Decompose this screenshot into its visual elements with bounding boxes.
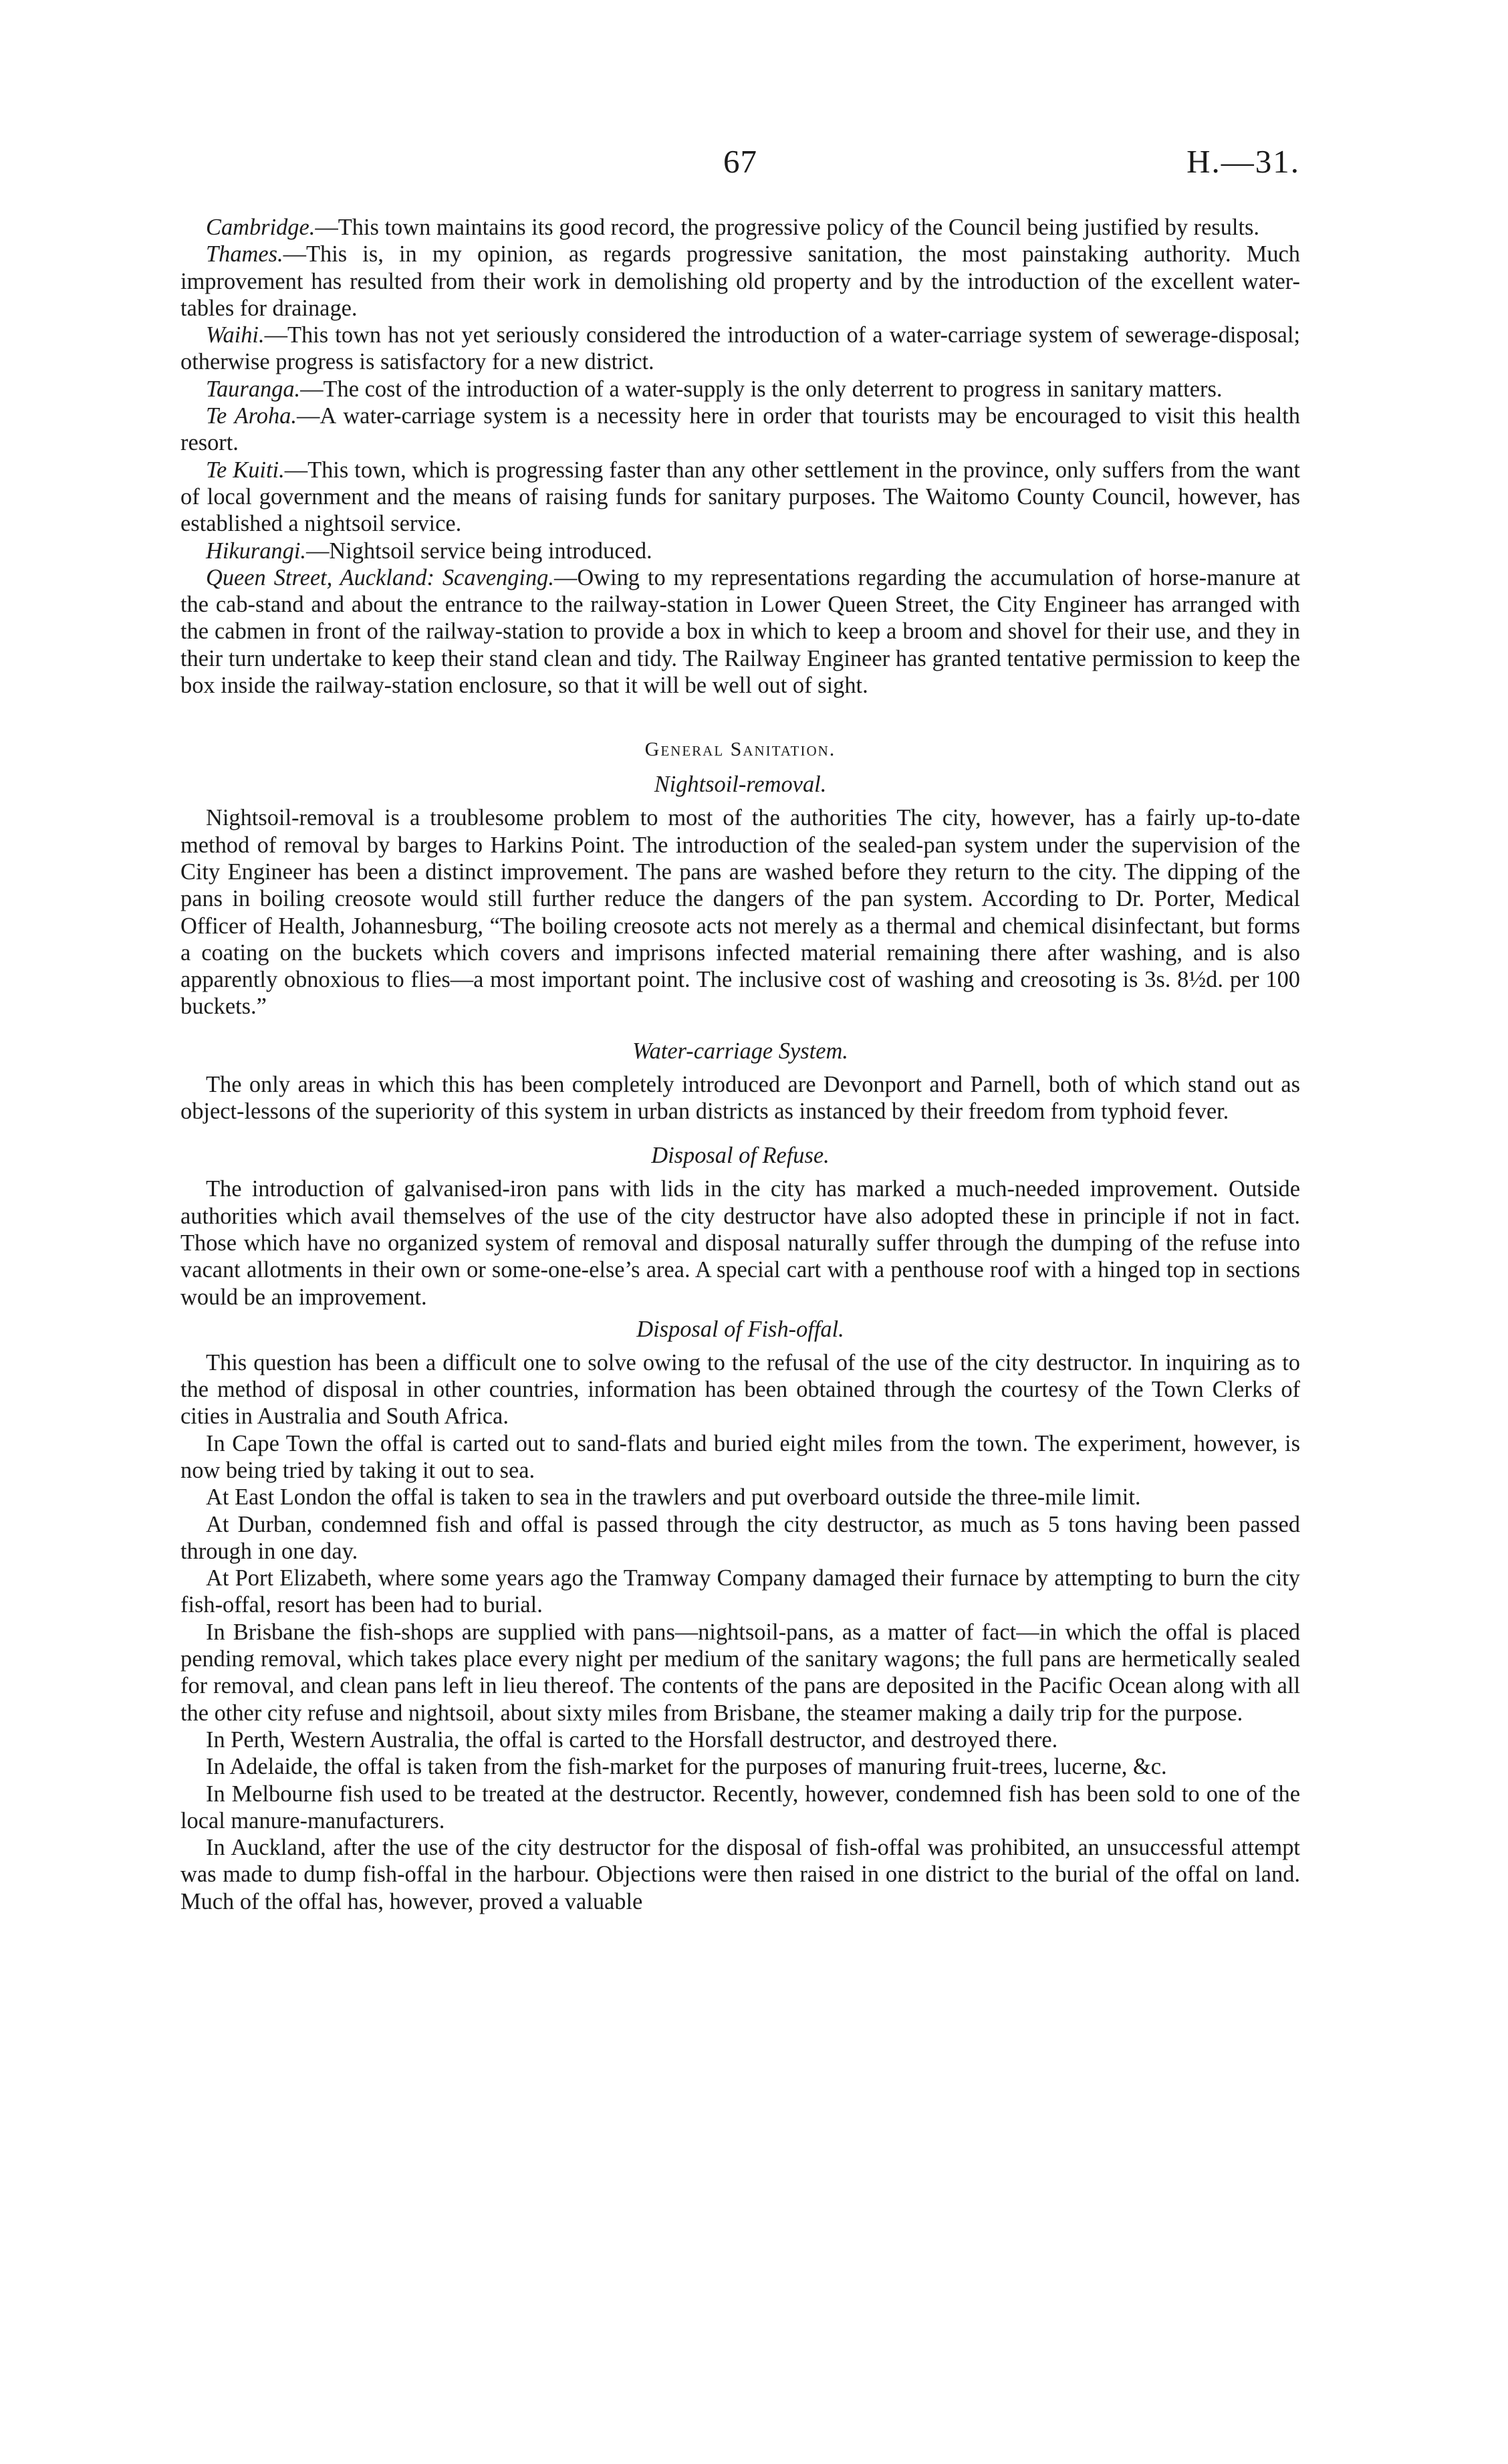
subheading-nightsoil-removal: Nightsoil-removal. — [654, 772, 827, 798]
paragraph-cambridge — [180, 214, 1300, 241]
paragraph-waihi — [180, 322, 1300, 376]
paragraph-brisbane: In Brisbane the fish-shops are supplied with pans—nightsoil-pans, as a matter of fact—in which the offal is placed pending removal, which takes place every night per medium of the sanitary wagons; the full pans are hermetically sealed for removal, and clean pans left in lieu thereof. The contents of the pans are deposited in the Pacific Ocean along with all the other city refuse and nightsoil, about sixty miles from Brisbane, the steamer making a daily trip for the purpose. — [180, 1619, 1300, 1726]
paragraph-text: —This is, in my opinion, as regards progressive sanitation, the most painstaking authority. Much improvement has resulted from their work in demolishing old property and by the introduction of the excellent water-tables for drainage. — [180, 241, 1300, 321]
paragraph-east-london: At East London the offal is taken to sea in the trawlers and put overboard outside the three-mile limit. — [206, 1484, 1141, 1510]
paragraph-text: —This town maintains its good record, the progressive policy of the Council being justified by results. — [315, 215, 1260, 240]
paragraph-lead: Hikurangi. — [206, 538, 306, 564]
paragraph-text: —A water-carriage system is a necessity here in order that tourists may be encouraged to visit this health resort. — [180, 403, 1300, 456]
subheading-disposal-of-fish-offal: Disposal of Fish-offal. — [636, 1316, 844, 1342]
paragraph-port-elizabeth: At Port Elizabeth, where some years ago the Tramway Company damaged their furnace by attempting to burn the city fish-offal, resort has been had to burial. — [180, 1565, 1300, 1618]
paragraph-fish-offal-intro: This question has been a difficult one to solve owing to the refusal of the use of the city destructor. In inquiring as to the method of disposal in other countries, information has been obtained through the courtesy of the Town Clerks of cities in Australia and South Africa. — [180, 1349, 1300, 1430]
paragraph-lead: Queen Street, Auckland: Scavenging. — [206, 564, 554, 590]
paragraph-refuse: The introduction of galvanised-iron pans with lids in the city has marked a much-needed improvement. Outside authorities which avail themselves of the use of the city destructor have also adopted these in principle if not in fact. Those which have no organized system of removal and disposal naturally suffer through the dumping of the refuse into vacant allotments in their own or some-one-else’s area. A special cart with a penthouse roof with a hinged top in sections would be an improvement. — [180, 1176, 1300, 1310]
section-heading-general-sanitation: General Sanitation. — [644, 738, 836, 761]
paragraph-perth: In Perth, Western Australia, the offal is carted to the Horsfall destructor, and destroyed there. — [206, 1726, 1058, 1753]
paragraph-auckland: In Auckland, after the use of the city destructor for the disposal of fish-offal was prohibited, an unsuccessful attempt was made to dump fish-offal in the harbour. Objections were then raised in one district to the burial of the offal on land. Much of the offal has, however, proved a valuable — [180, 1835, 1300, 1914]
document-code: H.—31. — [1186, 143, 1300, 180]
paragraph-durban: At Durban, condemned fish and offal is passed through the city destructor, as much as 5 tons having been passed through in one day. — [180, 1511, 1300, 1564]
paragraph-hikurangi — [180, 538, 1300, 564]
paragraph-te-kuiti — [180, 457, 1300, 538]
subheading-disposal-of-refuse: Disposal of Refuse. — [651, 1143, 830, 1169]
paragraph-cape-town: In Cape Town the offal is carted out to sand-flats and buried eight miles from the town. The experiment, however, is now being tried by taking it out to sea. — [180, 1430, 1300, 1483]
paragraph-text: —This town, which is progressing faster than any other settlement in the province, only suffers from the want of local government and the means of raising funds for sanitary purposes. The Waitomo County Council, however, has established a nightsoil service. — [180, 457, 1300, 537]
paragraph-lead: Cambridge. — [206, 215, 316, 240]
paragraph-tauranga — [180, 376, 1300, 403]
paragraph-adelaide: In Adelaide, the offal is taken from the fish-market for the purposes of manuring fruit-trees, lucerne, &c. — [206, 1754, 1167, 1780]
paragraph-text: —Nightsoil service being introduced. — [305, 538, 652, 564]
page-number: 67 — [723, 143, 757, 180]
paragraph-lead: Thames. — [206, 241, 283, 267]
page-header — [180, 142, 1300, 189]
paragraph-nightsoil: Nightsoil-removal is a troublesome problem to most of the authorities The city, however, has a fairly up-to-date method of removal by barges to Harkins Point. The introduction of the sealed-pan system under the supervision of the City Engineer has been a distinct improvement. The pans are washed before they return to the city. The dipping of the pans in boiling creosote would still further reduce the dangers of the pan system. According to Dr. Porter, Medical Officer of Health, Johannesburg, “The boiling creosote acts not merely as a thermal and chemical disinfectant, but forms a coating on the buckets which covers and imprisons infected material remaining there after washing, and is also apparently obnoxious to flies—a most important point. The inclusive cost of washing and creosoting is 3s. 8½d. per 100 buckets.” — [180, 805, 1300, 1020]
paragraph-text: —Owing to my representations regarding the accumulation of horse-manure at the cab-stand and about the entrance to the railway-station in Lower Queen Street, the City Engineer has arranged with the cabmen in front of the railway-station to provide a box in which to keep a broom and shovel for their use, and they in their turn undertake to keep their stand clean and tidy. The Railway Engineer has granted tentative permission to keep the box inside the railway-station enclosure, so that it will be well out of sight. — [180, 564, 1301, 699]
paragraph-lead: Waihi. — [206, 322, 265, 348]
paragraph-te-aroha — [180, 403, 1300, 457]
paragraph-text: —This town has not yet seriously considered the introduction of a water-carriage system of sewerage-disposal; otherwise progress is satisfactory for a new district. — [180, 322, 1300, 375]
subheading-water-carriage: Water-carriage System. — [632, 1038, 848, 1064]
paragraph-queen-street — [180, 564, 1300, 699]
paragraph-lead: Tauranga. — [206, 376, 301, 402]
body-text — [180, 214, 1300, 1915]
paragraph-lead: Te Aroha. — [206, 403, 297, 429]
paragraph-lead: Te Kuiti. — [206, 457, 285, 483]
paragraph-water-carriage: The only areas in which this has been completely introduced are Devonport and Parnell, both of which stand out as object-lessons of the superiority of this system in urban districts as instanced by their freedom from typhoid fever. — [180, 1071, 1300, 1125]
paragraph-thames — [180, 241, 1300, 322]
paragraph-text: —The cost of the introduction of a water-supply is the only deterrent to progress in sanitary matters. — [300, 376, 1223, 402]
paragraph-melbourne: In Melbourne fish used to be treated at the destructor. Recently, however, condemned fish has been sold to one of the local manure-manufacturers. — [180, 1781, 1300, 1833]
